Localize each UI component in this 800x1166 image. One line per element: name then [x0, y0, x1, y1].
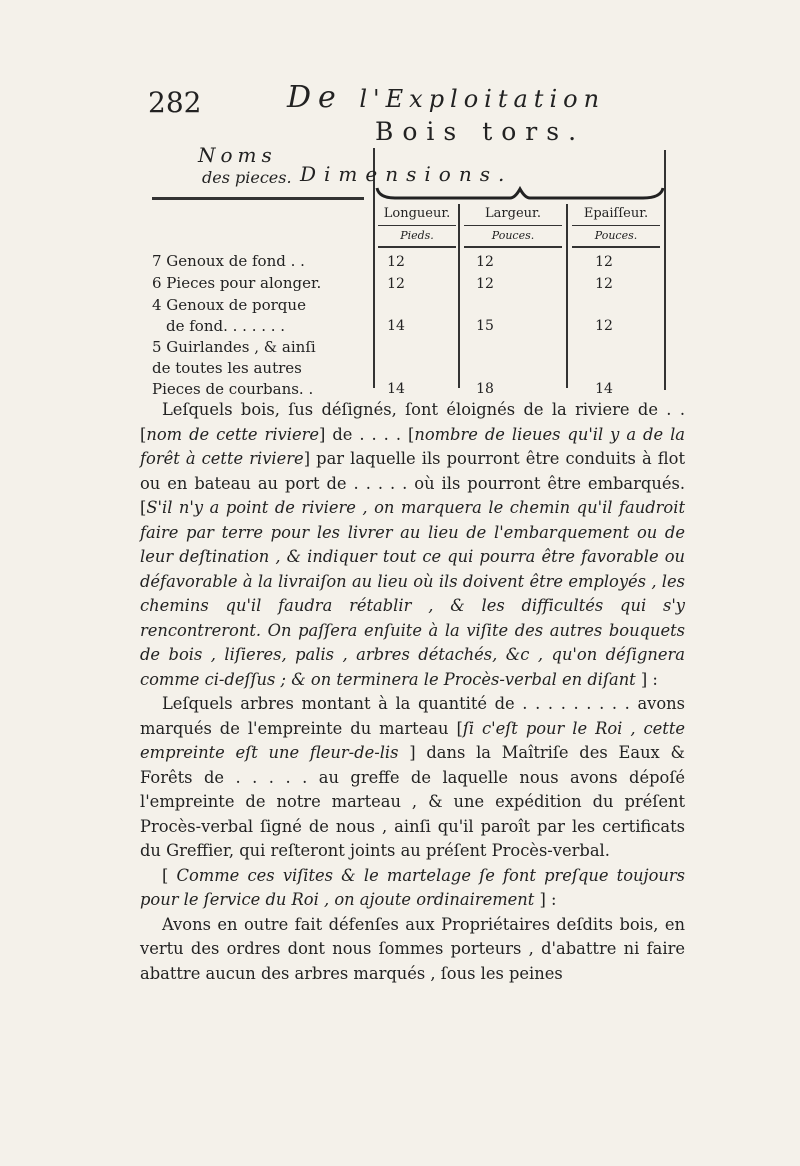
- cell-longueur: 12: [387, 254, 405, 270]
- cell-longueur: 12: [387, 276, 405, 292]
- unit-rule-2: [464, 246, 562, 248]
- header-rule-1: [378, 225, 456, 226]
- row-label: 5 Guirlandes , & ainſi: [152, 338, 316, 356]
- cell-longueur: 14: [387, 381, 405, 397]
- noms-underline: [152, 197, 364, 200]
- unit-rule-1: [378, 246, 456, 248]
- row-label: 4 Genoux de porque: [152, 296, 306, 314]
- unit-epaisseur: Pouces.: [594, 229, 638, 242]
- cell-largeur: 15: [476, 318, 494, 334]
- unit-rule-3: [572, 246, 660, 248]
- paragraph: Leſquels arbres montant à la quantité de . . . . . . . . . avons marqués de l'empreinte du marteau [ſi c'eſt pour le Roi , cette empreinte eſt une fleur-de-lis ] dans la Maîtriſe des Eaux & Forêts de . . . . . au greffe de laquelle nous avons dépoſé l'empreinte de notre marteau , & une expédition du préſent Procès-verbal ſigné de nous , ainſi qu'il paroît par les certificats du Greffier, qui reſteront joints au préſent Procès-verbal.: [140, 694, 685, 860]
- row-label: 7 Genoux de fond . .: [152, 252, 305, 270]
- cell-largeur: 12: [476, 276, 494, 292]
- row-label-continued: de toutes les autres: [152, 359, 302, 377]
- cell-epaisseur: 12: [595, 318, 613, 334]
- section-title: Bois tors.: [375, 117, 586, 146]
- paragraph: [ Comme ces viſites & le martelage ſe font preſque toujours pour le ſervice du Roi , on ajoute ordinairement ] :: [140, 865, 685, 909]
- cell-largeur: 12: [476, 254, 494, 270]
- row-label: 6 Pieces pour alonger.: [152, 274, 322, 292]
- cell-epaisseur: 14: [595, 381, 613, 397]
- dimensions-title: Dimensions.: [300, 162, 513, 186]
- unit-largeur: Pouces.: [491, 229, 535, 242]
- column-heading-pieces: des pieces.: [202, 168, 292, 187]
- row-label-continued: de fond. . . . . . .: [166, 317, 286, 335]
- cell-epaisseur: 12: [595, 254, 613, 270]
- header-rule-3: [572, 225, 660, 226]
- cell-longueur: 14: [387, 318, 405, 334]
- column-heading-noms: Noms: [198, 143, 277, 167]
- dimensions-brace: [375, 186, 665, 202]
- cell-epaisseur: 12: [595, 276, 613, 292]
- running-head-de: De: [287, 80, 343, 115]
- header-epaisseur: Epaiſſeur.: [583, 206, 649, 221]
- cell-largeur: 18: [476, 381, 494, 397]
- header-longueur: Longueur.: [383, 206, 451, 221]
- running-head: [287, 80, 605, 115]
- unit-longueur: Pieds.: [400, 229, 434, 242]
- page-number: 282: [148, 86, 202, 119]
- header-largeur: Largeur.: [485, 206, 541, 221]
- running-head-title: l'Exploitation: [359, 85, 606, 113]
- header-rule-2: [464, 225, 562, 226]
- row-label-continued: Pieces de courbans. .: [152, 380, 314, 398]
- body-text: [140, 398, 685, 986]
- paragraph: Leſquels bois, ſus déſignés, ſont éloignés de la riviere de . . [nom de cette riviere] de . . . . [nombre de lieues qu'il y a de la forêt à cette riviere] par laquelle ils pourront être conduits à flot ou en bateau au port de . . . . . où ils pourront être embarqués. [S'il n'y a point de riviere , on marquera le chemin qu'il faudroit faire par terre pour les livrer au lieu de l'embarquement ou de leur deſtination , & indiquer tout ce qui pourra être favorable ou défavorable à la livraiſon au lieu où ils doivent être employés , les chemins qu'il faudra rétablir , & les difficultés qui s'y rencontreront. On paſſera enſuite à la viſite des autres bouquets de bois , liſieres, palis , arbres détachés, &c , qu'on déſignera comme ci-deſſus ; & on terminera le Procès-verbal en diſant ] :: [140, 400, 685, 689]
- paragraph: Avons en outre fait défenſes aux Propriétaires deſdits bois, en vertu des ordres dont nous ſommes porteurs , d'abattre ni faire abattre aucun des arbres marqués , ſous les peines: [140, 914, 685, 983]
